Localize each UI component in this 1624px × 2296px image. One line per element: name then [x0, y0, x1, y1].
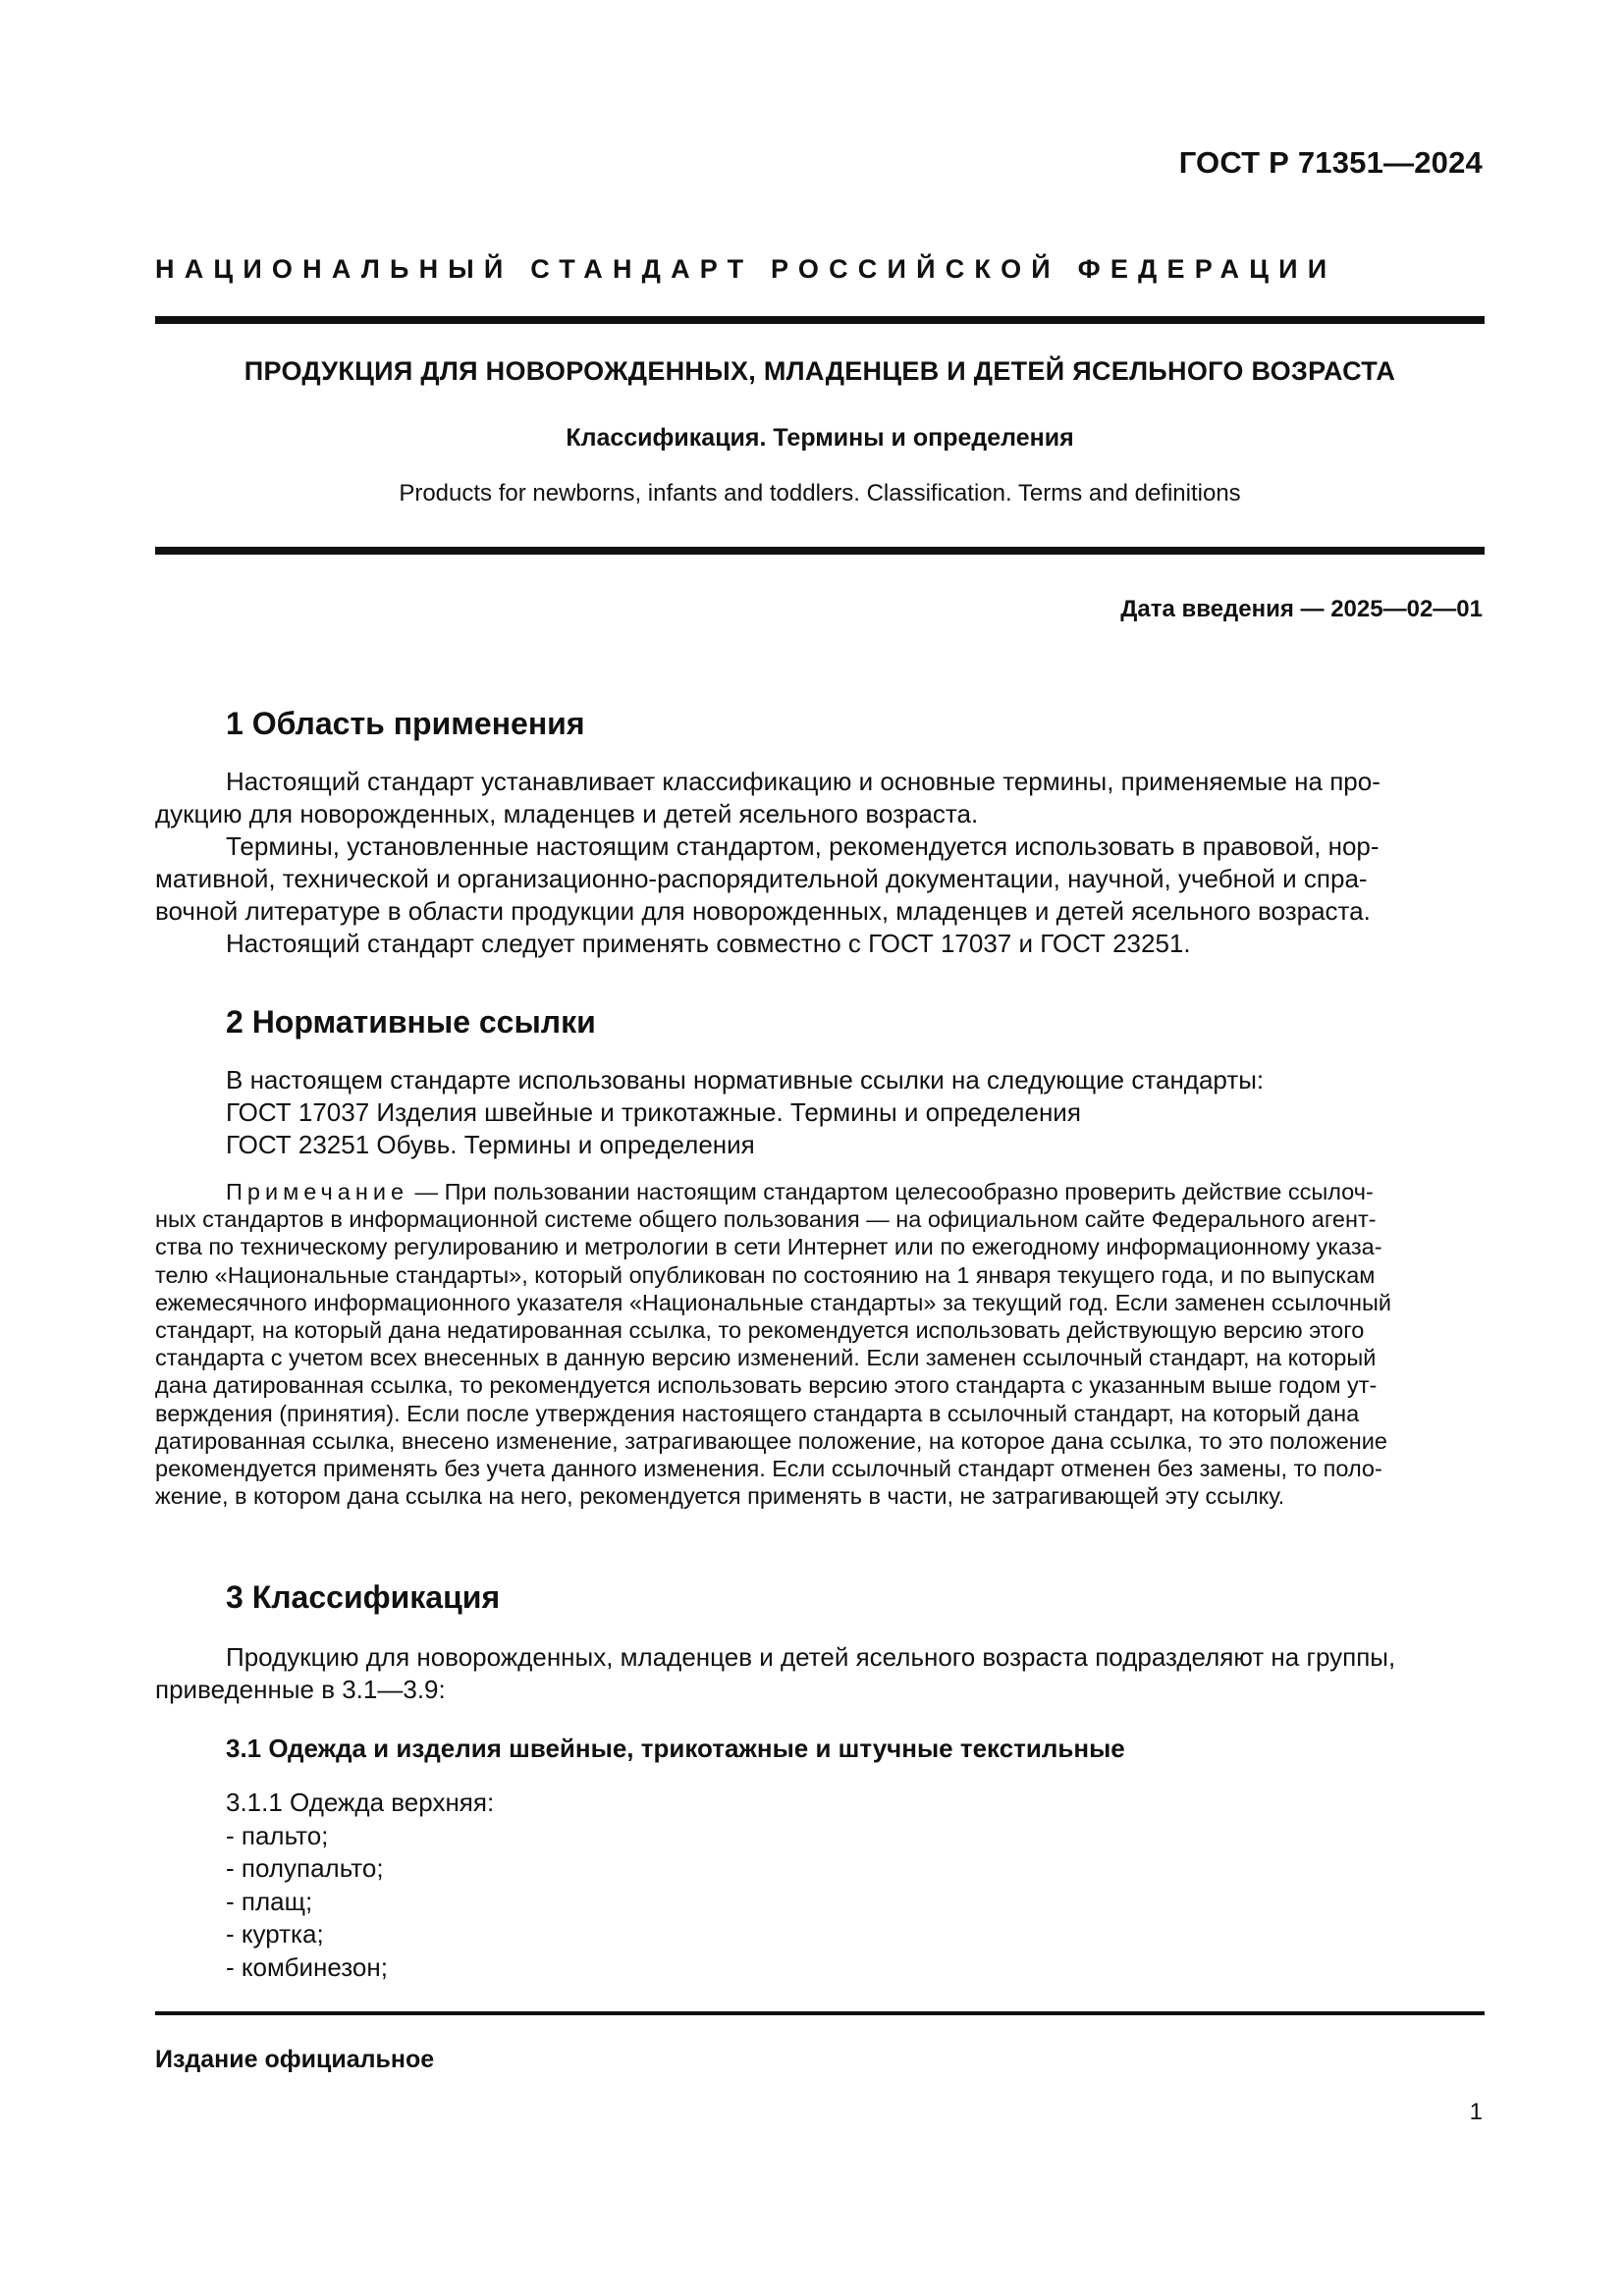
outerwear-list [226, 1787, 494, 1984]
list-item: - полупальто; [226, 1853, 384, 1883]
list-item: - комбинезон; [226, 1951, 388, 1982]
section-3-heading: 3 Классификация [226, 1579, 501, 1615]
note-block [155, 1178, 1485, 1510]
section-1-heading: 1 Область применения [226, 706, 585, 741]
section-2-heading: 2 Нормативные ссылки [226, 1004, 596, 1040]
section-1-paragraph-2 [155, 830, 1485, 928]
text-line: мативной, технической и организационно-распорядительной документации, научной, учебной и спра- [155, 864, 1368, 893]
reference-gost-17037: ГОСТ 17037 Изделия швейные и трикотажные. Термины и определения [226, 1097, 1081, 1127]
page-number: 1 [1469, 2099, 1483, 2125]
subsection-3-1-heading: 3.1 Одежда и изделия швейные, трикотажные и штучные текстильные [226, 1734, 1125, 1763]
text-line: стандарта с учетом всех внесенных в данную версию изменений. Если заменен ссылочный стандарт, на который [155, 1345, 1377, 1371]
note-label: Примечание [226, 1179, 409, 1204]
references-intro: В настоящем стандарте использованы нормативные ссылки на следующие стандарты: [226, 1065, 1265, 1095]
text-line: дана датированная ссылка, то рекомендуется использовать версию этого стандарта с указанным выше годом ут- [155, 1372, 1378, 1399]
section-3-paragraph [155, 1641, 1485, 1706]
list-item: - пальто; [226, 1820, 329, 1850]
text-line: ных стандартов в информационной системе общего пользования — на официальном сайте Федерального агент- [155, 1206, 1377, 1233]
official-edition-label: Издание официальное [155, 2046, 435, 2073]
list-item: - плащ; [226, 1886, 313, 1916]
text-line: Термины, установленные настоящим стандартом, рекомендуется использовать в правовой, нор- [226, 831, 1380, 861]
section-1-paragraph-3 [155, 928, 1485, 960]
introduction-date: Дата введения — 2025—02—01 [1120, 596, 1483, 622]
text-line: — При пользовании настоящим стандартом целесообразно проверить действие ссылоч- [408, 1179, 1374, 1204]
section-1-paragraph-1 [155, 766, 1485, 830]
text-line: телю «Национальные стандарты», который опубликован по состоянию на 1 января текущего года, и по выпускам [155, 1261, 1376, 1288]
header-rule [155, 316, 1485, 324]
national-standard-banner: НАЦИОНАЛЬНЫЙ СТАНДАРТ РОССИЙСКОЙ ФЕДЕРАЦИИ [155, 254, 1337, 284]
reference-gost-23251: ГОСТ 23251 Обувь. Термины и определения [226, 1130, 755, 1159]
text-line: Настоящий стандарт следует применять совместно с ГОСТ 17037 и ГОСТ 23251. [226, 929, 1191, 958]
list-item: - куртка; [226, 1919, 324, 1949]
text-line: вочной литературе в области продукции для новорожденных, младенцев и детей ясельного возраста. [155, 896, 1371, 926]
text-line: датированная ссылка, внесено изменение, затрагивающее положение, на которое дана ссылка, то это положение [155, 1427, 1387, 1454]
text-line: приведенные в 3.1—3.9: [155, 1675, 446, 1704]
text-line: дукцию для новорожденных, младенцев и детей ясельного возраста. [155, 799, 979, 828]
text-line: Продукцию для новорожденных, младенцев и детей ясельного возраста подразделяют на группы, [226, 1642, 1396, 1672]
standard-number: ГОСТ Р 71351—2024 [1178, 145, 1483, 180]
text-line: стандарт, на который дана недатированная ссылка, то рекомендуется использовать действующую версию этого [155, 1317, 1365, 1344]
text-line: ства по техническому регулированию и метрологии в сети Интернет или по ежегодному информационному указа- [155, 1234, 1382, 1260]
footer-rule [155, 2011, 1485, 2015]
document-subtitle: Классификация. Термины и определения [566, 424, 1074, 452]
note-first-line [155, 1178, 1485, 1205]
title-rule [155, 547, 1485, 555]
english-title: Products for newborns, infants and toddlers. Classification. Terms and definitions [399, 480, 1241, 507]
text-line: рекомендуется применять без учета данного изменения. Если ссылочный стандарт отменен без замены, то поло- [155, 1456, 1382, 1482]
text-line: Настоящий стандарт устанавливает классификацию и основные термины, применяемые на про- [226, 767, 1380, 796]
document-title: ПРОДУКЦИЯ ДЛЯ НОВОРОЖДЕННЫХ, МЛАДЕНЦЕВ И ДЕТЕЙ ЯСЕЛЬНОГО ВОЗРАСТА [244, 356, 1396, 386]
text-line: верждения (принятия). Если после утверждения настоящего стандарта в ссылочный стандарт, на который дана [155, 1400, 1360, 1426]
list-title: 3.1.1 Одежда верхняя: [226, 1788, 495, 1817]
text-line: ежемесячного информационного указателя «Национальные стандарты» за текущий год. Если заменен ссылочный [155, 1289, 1391, 1315]
text-line: жение, в котором дана ссылка на него, рекомендуется применять в части, не затрагивающей эту ссылку. [155, 1483, 1285, 1510]
